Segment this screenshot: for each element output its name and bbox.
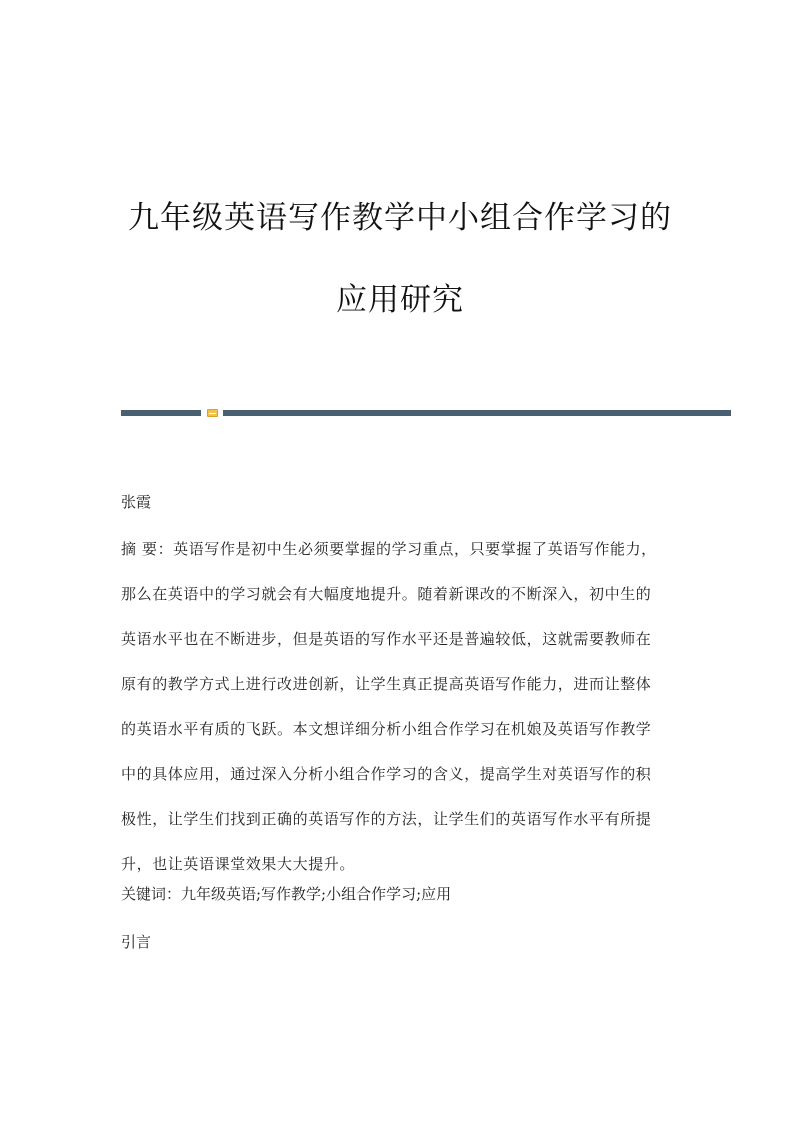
title-divider xyxy=(121,409,731,417)
divider-bar-right xyxy=(223,410,731,416)
abstract-line: 摘 要：英语写作是初中生必须要掌握的学习重点，只要掌握了英语写作能力， xyxy=(121,540,657,558)
document-icon xyxy=(207,409,218,417)
abstract-line: 升，也让英语课堂效果大大提升。 xyxy=(121,855,356,873)
document-title-line-2: 应用研究 xyxy=(336,282,464,318)
abstract-line: 中的具体应用，通过深入分析小组合作学习的含义，提高学生对英语写作的积 xyxy=(121,765,652,783)
abstract-line: 极性，让学生们找到正确的英语写作的方法，让学生们的英语写作水平有所提 xyxy=(121,810,652,828)
document-title-line-1: 九年级英语写作教学中小组合作学习的 xyxy=(128,200,672,236)
divider-bar-left xyxy=(121,410,201,416)
abstract-line: 原有的教学方式上进行改进创新，让学生真正提高英语写作能力，进而让整体 xyxy=(121,675,652,693)
keywords: 关键词：九年级英语;写作教学;小组合作学习;应用 xyxy=(121,885,452,903)
abstract xyxy=(121,538,681,898)
author-name: 张霞 xyxy=(121,493,152,511)
abstract-line: 那么在英语中的学习就会有大幅度地提升。随着新课改的不断深入，初中生的 xyxy=(121,585,652,603)
abstract-line: 英语水平也在不断进步，但是英语的写作水平还是普遍较低，这就需要教师在 xyxy=(121,630,652,648)
section-heading-introduction: 引言 xyxy=(121,933,152,951)
abstract-line: 的英语水平有质的飞跃。本文想详细分析小组合作学习在机娘及英语写作教学 xyxy=(121,720,652,738)
